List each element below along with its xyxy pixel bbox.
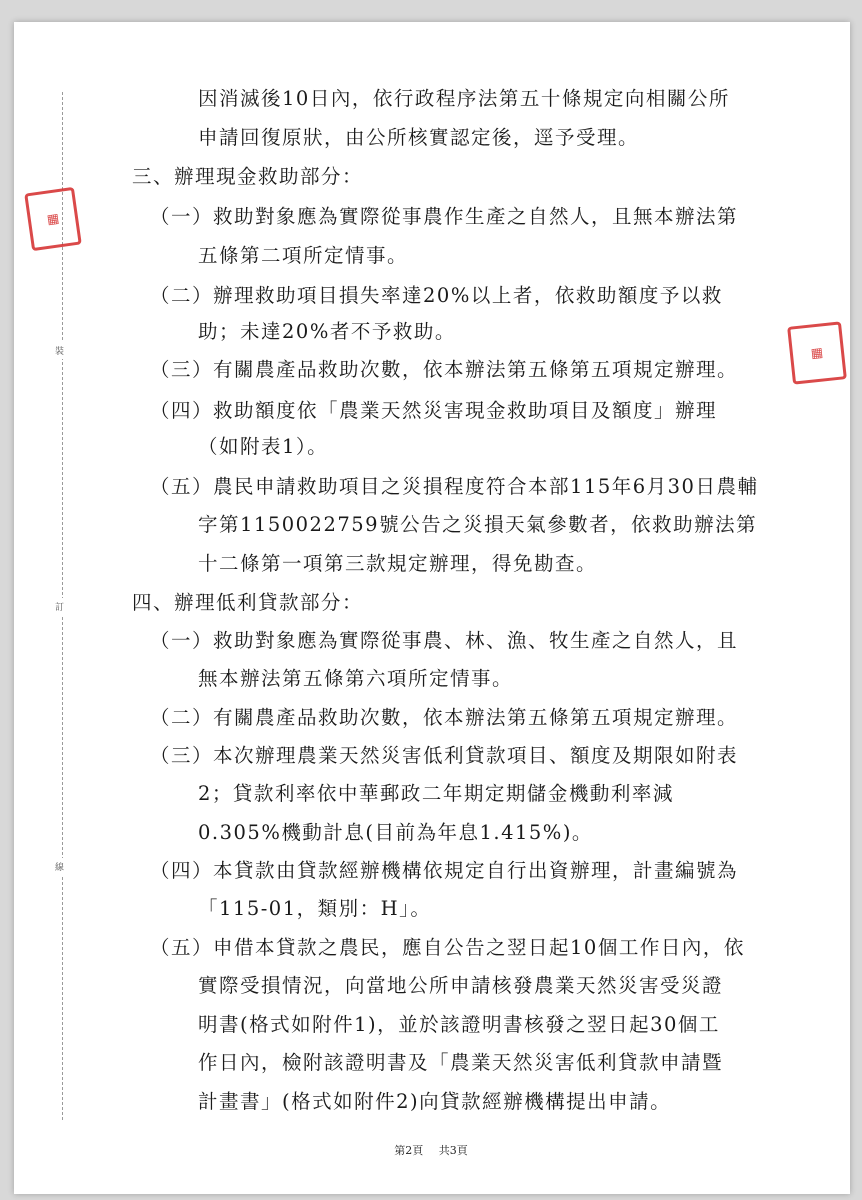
document-line: 2；貸款利率依中華郵政二年期定期儲金機動利率減 — [198, 782, 674, 805]
document-line: 實際受損情況，向當地公所申請核發農業天然災害受災證 — [198, 974, 724, 997]
binding-mark-xian: 線 — [55, 858, 64, 875]
page-total: 共3頁 — [438, 1144, 468, 1157]
binding-mark-ding: 訂 — [55, 598, 64, 615]
section-heading: 四、辦理低利貸款部分： — [132, 591, 364, 614]
document-line: （二）有關農產品救助次數，依本辦法第五條第五項規定辦理。 — [150, 706, 739, 729]
document-line: 作日內，檢附該證明書及「農業天然災害低利貸款申請暨 — [198, 1051, 724, 1074]
document-line: 因消滅後10日內，依行政程序法第五十條規定向相關公所 — [198, 87, 730, 110]
document-line: 十二條第一項第三款規定辦理，得免勘查。 — [198, 552, 598, 575]
document-line: （一）救助對象應為實際從事農、林、漁、牧生產之自然人，且 — [150, 629, 739, 652]
document-line: （四）救助額度依「農業天然災害現金救助項目及額度」辦理 — [150, 399, 718, 422]
document-line: （如附表1）。 — [198, 435, 329, 458]
document-line: 0.305%機動計息(目前為年息1.415%)。 — [198, 821, 593, 844]
document-line: （二）辦理救助項目損失率達20%以上者，依救助額度予以救 — [150, 284, 723, 307]
document-line: 五條第二項所定情事。 — [198, 244, 409, 267]
page-number: 第2頁 — [394, 1144, 424, 1157]
official-seal-stamp: ▦ — [787, 321, 847, 384]
page-footer — [0, 1142, 862, 1158]
document-line: （四）本貸款由貸款經辦機構依規定自行出資辦理，計畫編號為 — [150, 859, 739, 882]
document-line: 無本辦法第五條第六項所定情事。 — [198, 667, 514, 690]
binding-mark-zhuang: 裝 — [55, 342, 64, 359]
document-line: （五）申借本貸款之農民，應自公告之翌日起10個工作日內，依 — [150, 936, 745, 959]
document-line: （一）救助對象應為實際從事農作生產之自然人，且無本辦法第 — [150, 205, 739, 228]
document-line: 明書(格式如附件1)，並於該證明書核發之翌日起30個工 — [198, 1013, 720, 1036]
document-line: 申請回復原狀，由公所核實認定後，逕予受理。 — [198, 126, 640, 149]
document-line: （五）農民申請救助項目之災損程度符合本部115年6月30日農輔 — [150, 475, 759, 498]
document-line: 字第1150022759號公告之災損天氣參數者，依救助辦法第 — [198, 513, 758, 536]
document-line: 計畫書」(格式如附件2)向貸款經辦機構提出申請。 — [198, 1090, 672, 1113]
official-seal-stamp: ▦ — [24, 187, 82, 251]
section-heading: 三、辦理現金救助部分： — [132, 165, 364, 188]
document-line: （三）有關農產品救助次數，依本辦法第五條第五項規定辦理。 — [150, 358, 739, 381]
document-line: 「115-01，類別：H」。 — [198, 897, 432, 920]
document-line: （三）本次辦理農業天然災害低利貸款項目、額度及期限如附表 — [150, 744, 739, 767]
document-line: 助；未達20%者不予救助。 — [198, 320, 456, 343]
